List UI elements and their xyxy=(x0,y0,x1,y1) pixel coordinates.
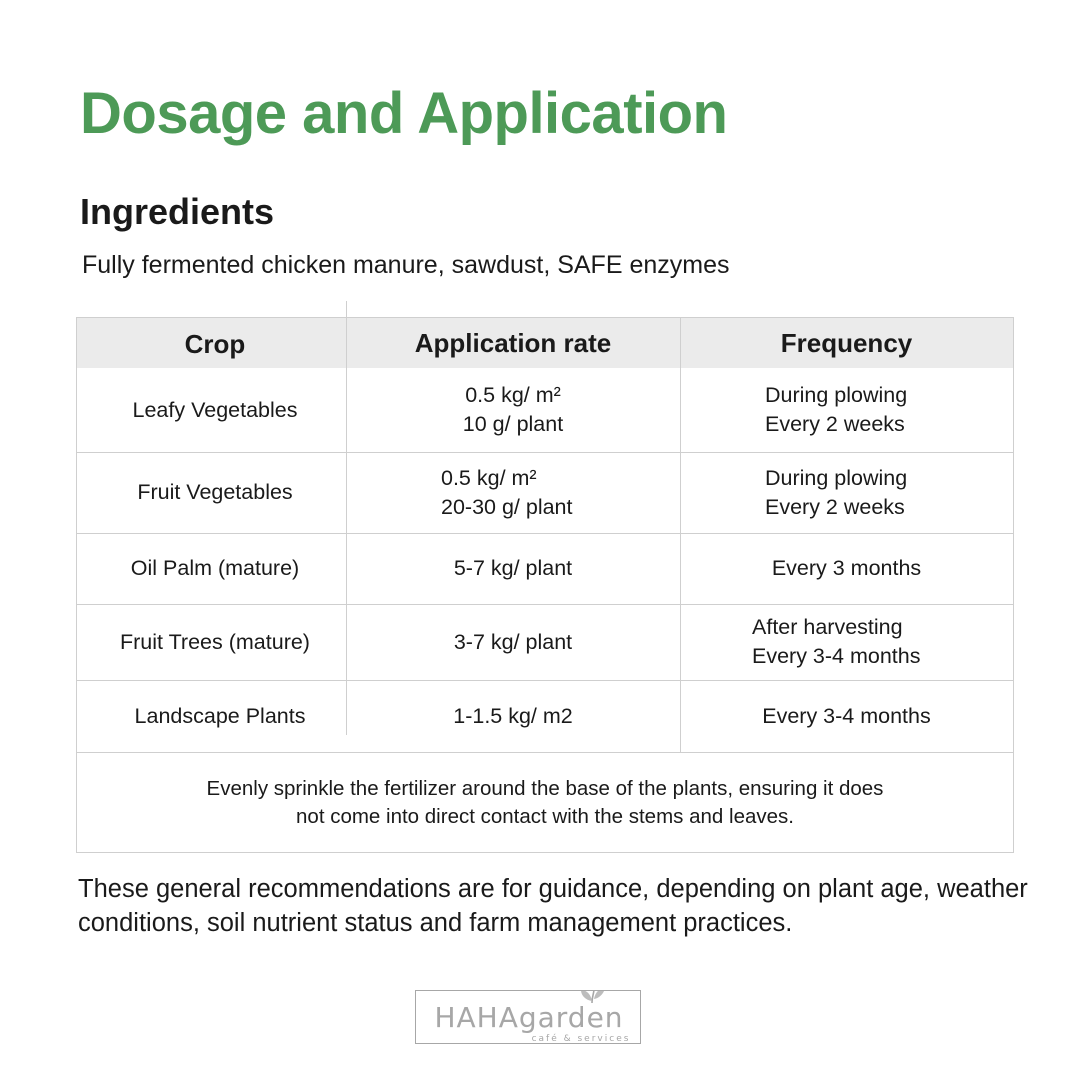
crop-name: Oil Palm (mature) xyxy=(130,556,300,580)
frequency-line: Every 3-4 months xyxy=(752,644,921,668)
note-line: not come into direct contact with the stems and leaves. xyxy=(296,805,794,828)
rate-line: 1-1.5 kg/ m2 xyxy=(453,703,573,728)
frequency-line: Every 2 weeks xyxy=(765,494,905,519)
frequency-line: During plowing xyxy=(765,465,908,490)
header-crop-label: Crop xyxy=(184,328,246,359)
header-crop xyxy=(77,318,353,370)
application-note xyxy=(77,753,1013,853)
table-row-crop xyxy=(77,452,353,533)
table-row-crop xyxy=(77,604,353,680)
table-row-rate xyxy=(346,533,680,604)
frequency-line: During plowing xyxy=(765,383,908,407)
table-row-frequency xyxy=(680,368,1013,452)
logo-wordmark: HAHAgarden xyxy=(434,1001,624,1034)
dosage-table xyxy=(76,317,1014,853)
frequency-line: Every 2 weeks xyxy=(765,412,905,436)
header-rate-label: Application rate xyxy=(414,327,612,358)
rate-line: 0.5 kg/ m² xyxy=(441,465,537,490)
ingredients-heading: Ingredients xyxy=(80,191,275,232)
crop-name: Fruit Trees (mature) xyxy=(120,629,310,654)
table-row-frequency xyxy=(680,680,1013,752)
rate-line: 0.5 kg/ m² xyxy=(465,383,561,407)
crop-name: Landscape Plants xyxy=(134,703,306,728)
table-row-frequency xyxy=(680,533,1013,604)
table-row-crop xyxy=(77,368,353,452)
table-row-rate xyxy=(346,604,680,680)
table-row-frequency xyxy=(680,452,1013,533)
note-line: Evenly sprinkle the fertilizer around the base of the plants, ensuring it does xyxy=(206,777,884,800)
hahagarden-logo xyxy=(415,990,641,1044)
table-row-frequency xyxy=(680,604,1013,680)
rate-line: 3-7 kg/ plant xyxy=(453,629,573,654)
disclaimer-text: These general recommendations are for guidance, depending on plant age, weather conditions, soil nutrient status and farm management practices. xyxy=(78,875,1028,937)
header-application-rate xyxy=(346,318,680,368)
table-row-rate xyxy=(346,368,680,452)
rate-line: 20-30 g/ plant xyxy=(441,494,573,519)
crop-name: Fruit Vegetables xyxy=(137,480,293,504)
frequency-line: Every 3 months xyxy=(771,556,922,580)
rate-line: 10 g/ plant xyxy=(462,412,564,436)
table-row-rate xyxy=(346,680,680,752)
frequency-line: After harvesting xyxy=(752,615,903,639)
page-title: Dosage and Application xyxy=(80,81,728,146)
table-row-crop xyxy=(77,680,363,752)
header-frequency-label: Frequency xyxy=(780,327,913,358)
frequency-line: Every 3-4 months xyxy=(762,703,931,728)
ingredients-text: Fully fermented chicken manure, sawdust, SAFE enzymes xyxy=(82,251,730,279)
table-row-crop xyxy=(77,533,353,604)
header-frequency xyxy=(680,318,1013,368)
rate-line: 5-7 kg/ plant xyxy=(453,556,573,580)
logo-tagline: café & services xyxy=(531,1034,631,1044)
crop-name: Leafy Vegetables xyxy=(132,397,298,422)
logo-artwork xyxy=(416,991,642,1045)
table-row-rate xyxy=(346,452,680,533)
